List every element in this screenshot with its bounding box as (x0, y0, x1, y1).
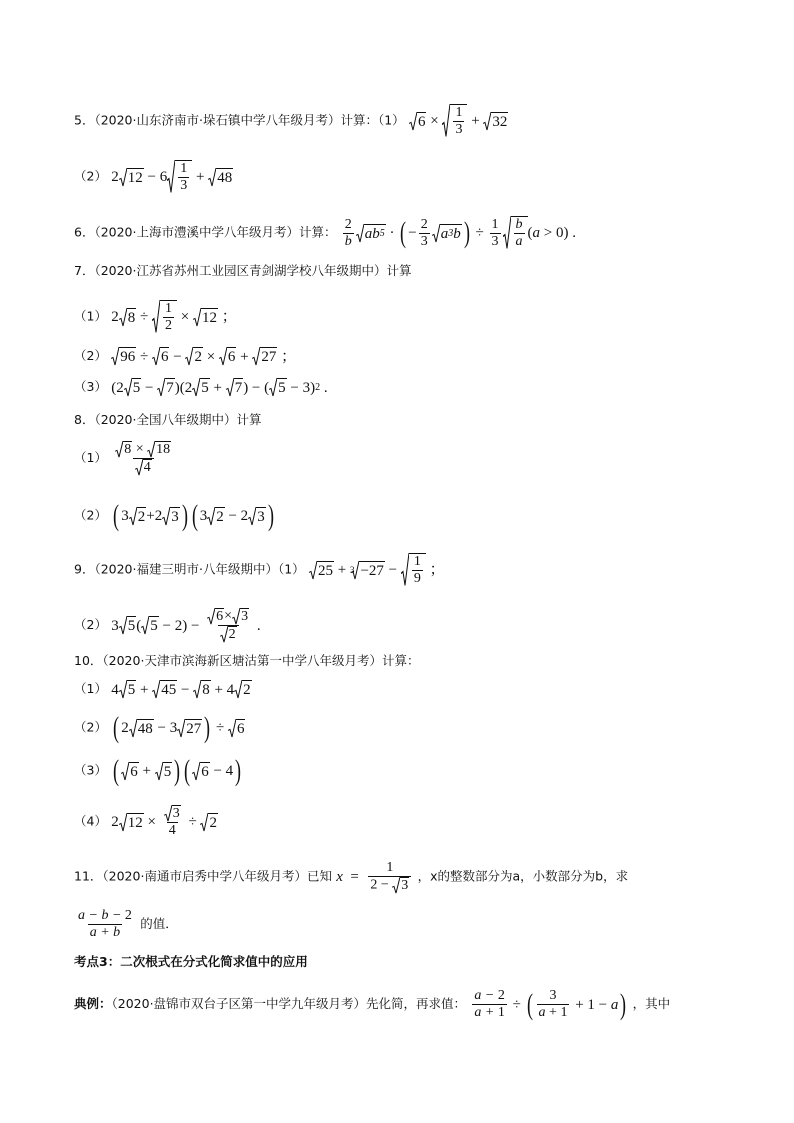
q8-expr1: 8 × 18 4 (111, 441, 175, 476)
q7-expr1: 2 8 ÷ $\frac{1}{2}$ × 12 ； (111, 301, 237, 333)
section-3-title-row (74, 953, 308, 971)
q10-part4-label: （4） (74, 813, 107, 829)
section-3-title: 考点3：二次根式在分式化简求值中的应用 (74, 954, 308, 969)
example-tail: ，其中 (632, 996, 671, 1011)
q11-x-def: x = 1 2 − 3 (336, 860, 413, 894)
example (74, 988, 670, 1021)
q10-part3 (74, 756, 243, 786)
q7-heading-row (74, 262, 412, 280)
q9-expr2: 3 5 ( 5 − 2) − 6 × 3 2 . (111, 608, 261, 642)
example-label: 典例： (74, 996, 112, 1011)
q11-fraction: $\frac{a - b - 2}{a + b}$ (78, 908, 132, 940)
q9-heading: 9．（2020·福建三明市·八年级期中）（1） (74, 561, 305, 577)
q10-expr3: ( 6 + 5 ) ( 6 − 4 ) (113, 754, 242, 787)
q5-part2 (74, 160, 233, 194)
q7-expr2: 96 ÷ 6 − 2 × 6 + 27 ； (111, 347, 296, 366)
q7-part1-label: （1） (74, 308, 107, 324)
q7-part3 (74, 378, 328, 397)
q6 (74, 216, 576, 250)
q7-part3-label: （3） (74, 379, 107, 394)
q7-part2 (74, 347, 296, 366)
q10-heading: 10．（2020·天津市滨海新区塘沽第一中学八年级月考）计算： (74, 653, 420, 668)
q5-heading: 5．（2020·山东济南市·垛石镇中学八年级月考）计算：（1） (74, 112, 405, 128)
q5-part2-label: （2） (74, 168, 107, 184)
q10-part1 (74, 680, 252, 699)
q8-part1-label: （1） (74, 450, 107, 465)
q11-cont (74, 908, 178, 941)
q11-tail: 的值． (140, 916, 178, 931)
q6-heading: 6．（2020·上海市澧溪中学八年级月考）计算： (74, 224, 337, 240)
q5-part1 (74, 104, 508, 138)
q8-part2 (74, 501, 276, 531)
q10-expr4: 2 12 × $\frac{3}{4}$ ÷ 2 (111, 806, 217, 838)
q10-expr1: 4 5 + 45 − 8 + 4 2 (111, 681, 251, 698)
q10-part2-label: （2） (74, 719, 107, 735)
q10-part3-label: （3） (74, 762, 107, 778)
q10-heading-row (74, 652, 419, 670)
q9-part1 (74, 553, 445, 587)
q7-part1 (74, 300, 237, 334)
q11 (74, 860, 628, 894)
q7-heading: 7．（2020·江苏省苏州工业园区青剑湖学校八年级期中）计算 (74, 263, 412, 278)
q10-part2 (74, 713, 245, 743)
q8-part2-label: （2） (74, 507, 107, 523)
example-heading: （2020·盘锦市双台子区第一中学九年级月考）先化简，再求值： (111, 996, 467, 1011)
q11-heading: 11．（2020·南通市启秀中学八年级月考）已知 (74, 868, 332, 884)
q10-expr2: ( 2 48 − 3 27 ) ÷ 6 (113, 711, 245, 744)
q8-heading-row (74, 411, 262, 429)
q9-expr1: 25 + 3 −27 − $\frac{1}{9}$ ； (309, 553, 445, 587)
q5-expr1: 6 × $\frac{1}{3}$ + 32 (409, 104, 508, 138)
example-expr: $\frac{a - 2}{a + 1}$ ÷ ( $\frac{3}{a + 1}$ + 1 − a ) (474, 987, 627, 1021)
q5-expr2: 2 12 − 6 $\frac{1}{3}$ + 48 (111, 161, 233, 193)
q10-part1-label: （1） (74, 681, 107, 696)
q8-heading: 8．（2020·全国八年级期中）计算 (74, 412, 262, 427)
q7-part2-label: （2） (74, 348, 107, 363)
q8-expr2: ( 3 2 +2 3 ) ( 3 2 − 2 3 ) (113, 499, 274, 532)
q11-mid: ，x的整数部分为a，小数部分为b，求 (417, 868, 629, 884)
q9-part2 (74, 608, 261, 643)
q7-expr3: (2 5 − 7 )(2 5 + 7 ) − ( 5 − 3) 2 . (111, 379, 328, 396)
q8-part1 (74, 441, 175, 476)
q9-part2-label: （2） (74, 617, 107, 632)
q6-expr: $\frac{2}{b}$ ab 5 · ( − $\frac{2}{3}$ a 3 b ) ÷ $\frac{1}{3}$ $\frac{b}{a}$ ( a > 0) . (344, 216, 576, 249)
q10-part4 (74, 805, 218, 839)
